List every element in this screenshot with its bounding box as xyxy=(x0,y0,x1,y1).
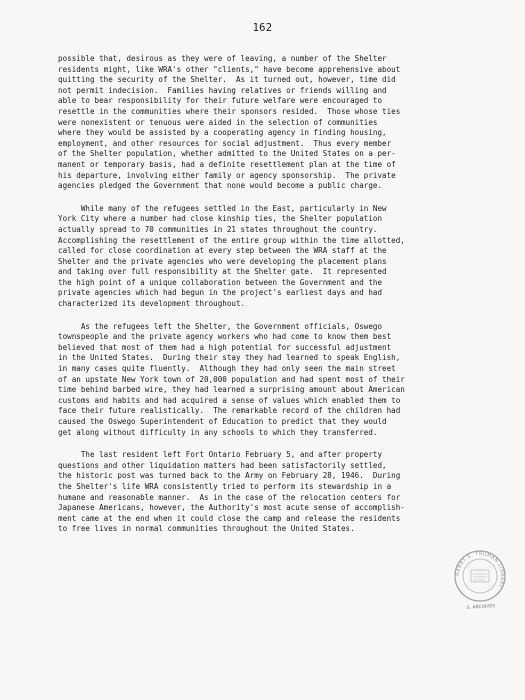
paragraph xyxy=(58,322,478,439)
text-line: Shelter and the private agencies who were developing the placement plans xyxy=(58,256,387,266)
text-line: While many of the refugees settled in the East, particularly in New xyxy=(58,203,387,213)
text-line: questions and other liquidation matters had been satisfactorily settled, xyxy=(58,460,387,470)
text-line: of an upstate New York town of 20,000 population and had spent most of their xyxy=(58,374,405,384)
text-line: actually spread to 70 communities in 21 states throughout the country. xyxy=(58,224,378,234)
text-line: townspeople and the private agency workers who had come to know them best xyxy=(58,332,392,342)
text-line: resettle in the communities where their sponsors resided. Those whose ties xyxy=(58,106,401,116)
text-line: As the refugees left the Shelter, the Government officials, Oswego xyxy=(58,321,383,331)
text-line: able to bear responsibility for their future welfare were encouraged to xyxy=(58,96,383,106)
text-line: customs and habits and had acquired a sense of values which enabled them to xyxy=(58,395,401,405)
paragraph xyxy=(58,450,478,535)
text-line: humane and reasonable manner. As in the case of the relocation centers for xyxy=(58,492,401,502)
text-line: residents might, like WRA's other "clients," have become apprehensive about xyxy=(58,64,401,74)
document-body xyxy=(58,54,478,547)
text-line: in many cases quite fluently. Although they had only seen the main street xyxy=(58,364,396,374)
text-line: time behind barbed wire, they had learned a surprising amount about American xyxy=(58,385,405,395)
text-line: and taking over full responsibility at the Shelter gate. It represented xyxy=(58,267,387,277)
text-line: possible that, desirous as they were of leaving, a number of the Shelter xyxy=(58,54,387,63)
paragraph xyxy=(58,204,478,310)
text-line: The last resident left Fort Ontario February 5, and after property xyxy=(58,450,383,460)
text-line: Japanese Americans, however, the Authority's most acute sense of accomplish- xyxy=(58,503,405,513)
text-line: Accomplishing the resettlement of the entire group within the time allotted, xyxy=(58,235,405,245)
text-line: caused the Oswego Superintendent of Education to predict that they would xyxy=(58,417,387,426)
text-line: employment, and other resources for social adjustment. Thus every member xyxy=(58,138,392,148)
paragraph xyxy=(58,54,478,192)
stamp-label: S. ARCHIVES xyxy=(466,604,496,611)
text-line: where they would be assisted by a cooperating agency in finding housing, xyxy=(58,128,387,138)
text-line: York City where a number had close kinship ties, the Shelter population xyxy=(58,214,383,224)
text-line: in the United States. During their stay they had learned to speak English, xyxy=(58,353,401,363)
text-line: not permit indecision. Families having relatives or friends willing and xyxy=(58,85,387,95)
text-line: face their future realistically. The remarkable record of the children had xyxy=(58,406,401,416)
text-line: characterized its development throughout. xyxy=(58,299,246,309)
text-line: were nonexistent or tenuous were aided in the selection of communities xyxy=(58,117,378,127)
text-line: quitting the security of the Shelter. As it turned out, however, time did xyxy=(58,75,396,85)
text-line: the historic post was turned back to the Army on February 28, 1946. During xyxy=(58,471,401,481)
text-line: ment came at the end when it could close the camp and release the residents xyxy=(58,513,401,523)
page-number: 162 xyxy=(252,22,273,34)
text-line: of the Shelter population, whether admitted to the United States on a per- xyxy=(58,149,396,159)
svg-text:HARRY S. TRUMAN LIBRARY: HARRY S. TRUMAN LIBRARY xyxy=(455,551,505,589)
text-line: manent or temporary basis, had a definite resettlement plan at the time of xyxy=(58,159,396,169)
text-line: private agencies which had begun in the project's earliest days and had xyxy=(58,288,383,298)
text-line: agencies pledged the Government that none would become a public charge. xyxy=(58,181,383,191)
text-line: his departure, involving either family or agency sponsorship. The private xyxy=(58,170,396,180)
text-line: to free lives in normal communities throughout the United States. xyxy=(58,524,355,534)
text-line: get along without difficulty in any schools to which they transferred. xyxy=(58,427,378,437)
text-line: the Shelter's life WRA consistently tried to perform its stewardship in a xyxy=(58,481,392,491)
text-line: the high point of a unique collaboration between the Government and the xyxy=(58,277,383,287)
text-line: believed that most of them had a high potential for successful adjustment xyxy=(58,342,392,352)
text-line: called for close coordination at every step between the WRA staff at the xyxy=(58,246,387,256)
library-stamp-seal xyxy=(452,548,508,604)
